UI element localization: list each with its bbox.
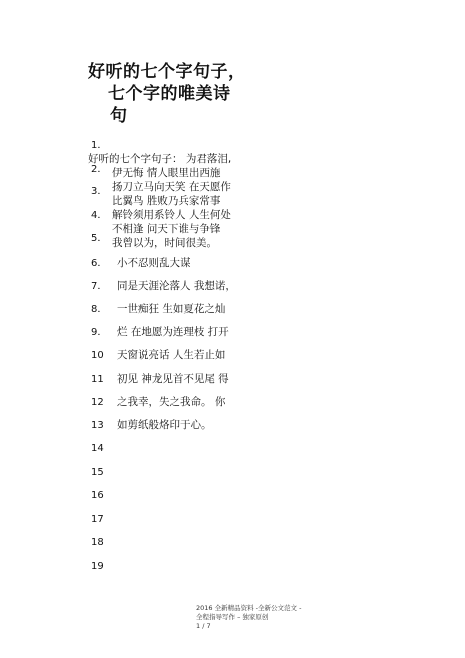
document-title-line-2: 七个字的唯美诗: [108, 84, 231, 104]
body-line: 如剪纸般烙印于心。: [117, 419, 212, 431]
line-number: 3．: [91, 186, 108, 197]
body-line: 好听的七个字句子： 为君落泪,: [88, 153, 232, 165]
body-line: 不相逢 问天下谁与争锋: [112, 223, 221, 235]
line-number: 17: [91, 514, 104, 525]
line-number: 9．: [91, 327, 108, 338]
line-number: 1．: [91, 140, 108, 151]
line-number: 8．: [91, 304, 108, 315]
document-title-line-1: 好听的七个字句子，: [88, 62, 246, 82]
line-number: 7．: [91, 281, 108, 292]
body-line: 天窗说亮话 人生若止如: [117, 349, 226, 361]
line-number: 14: [91, 443, 104, 454]
document-title-line-3: 句: [110, 106, 128, 126]
line-number: 13: [91, 420, 104, 431]
body-line: 一世痴狂 生如夏花之灿: [117, 303, 226, 315]
line-number: 4．: [91, 210, 108, 221]
body-line: 伊无悔 情人眼里出西施: [112, 167, 221, 179]
body-line: 比翼鸟 胜败乃兵家常事: [112, 195, 221, 207]
line-number: 2．: [91, 164, 108, 175]
line-number: 19: [91, 561, 104, 572]
line-number: 5．: [91, 233, 108, 244]
body-line: 烂 在地愿为连理枝 打开: [117, 326, 229, 338]
body-line: 小不忍则乱大谋: [117, 257, 191, 269]
body-line: 初见 神龙见首不见尾 得: [117, 373, 229, 385]
line-number: 6．: [91, 258, 108, 269]
line-number: 12: [91, 397, 104, 408]
line-number: 16: [91, 490, 104, 501]
line-number: 15: [91, 467, 104, 478]
footer-line-2: 全程指导写作 – 独家原创: [196, 613, 269, 621]
body-line: 之我幸，失之我命。 你: [117, 396, 226, 408]
body-line: 解铃须用系铃人 人生何处: [112, 209, 231, 221]
body-line: 扬刀立马向天笑 在天愿作: [112, 181, 231, 193]
footer-line-1: 2016 全新精品资料 -全新公文范文 -: [196, 604, 302, 612]
line-number: 11: [91, 374, 104, 385]
page-number: 1 / 7: [196, 622, 211, 630]
line-number: 10: [91, 350, 104, 361]
body-line: 我曾以为，时间很美。: [112, 237, 217, 249]
body-line: 同是天涯沦落人 我想诺，: [117, 280, 236, 292]
line-number: 18: [91, 537, 104, 548]
